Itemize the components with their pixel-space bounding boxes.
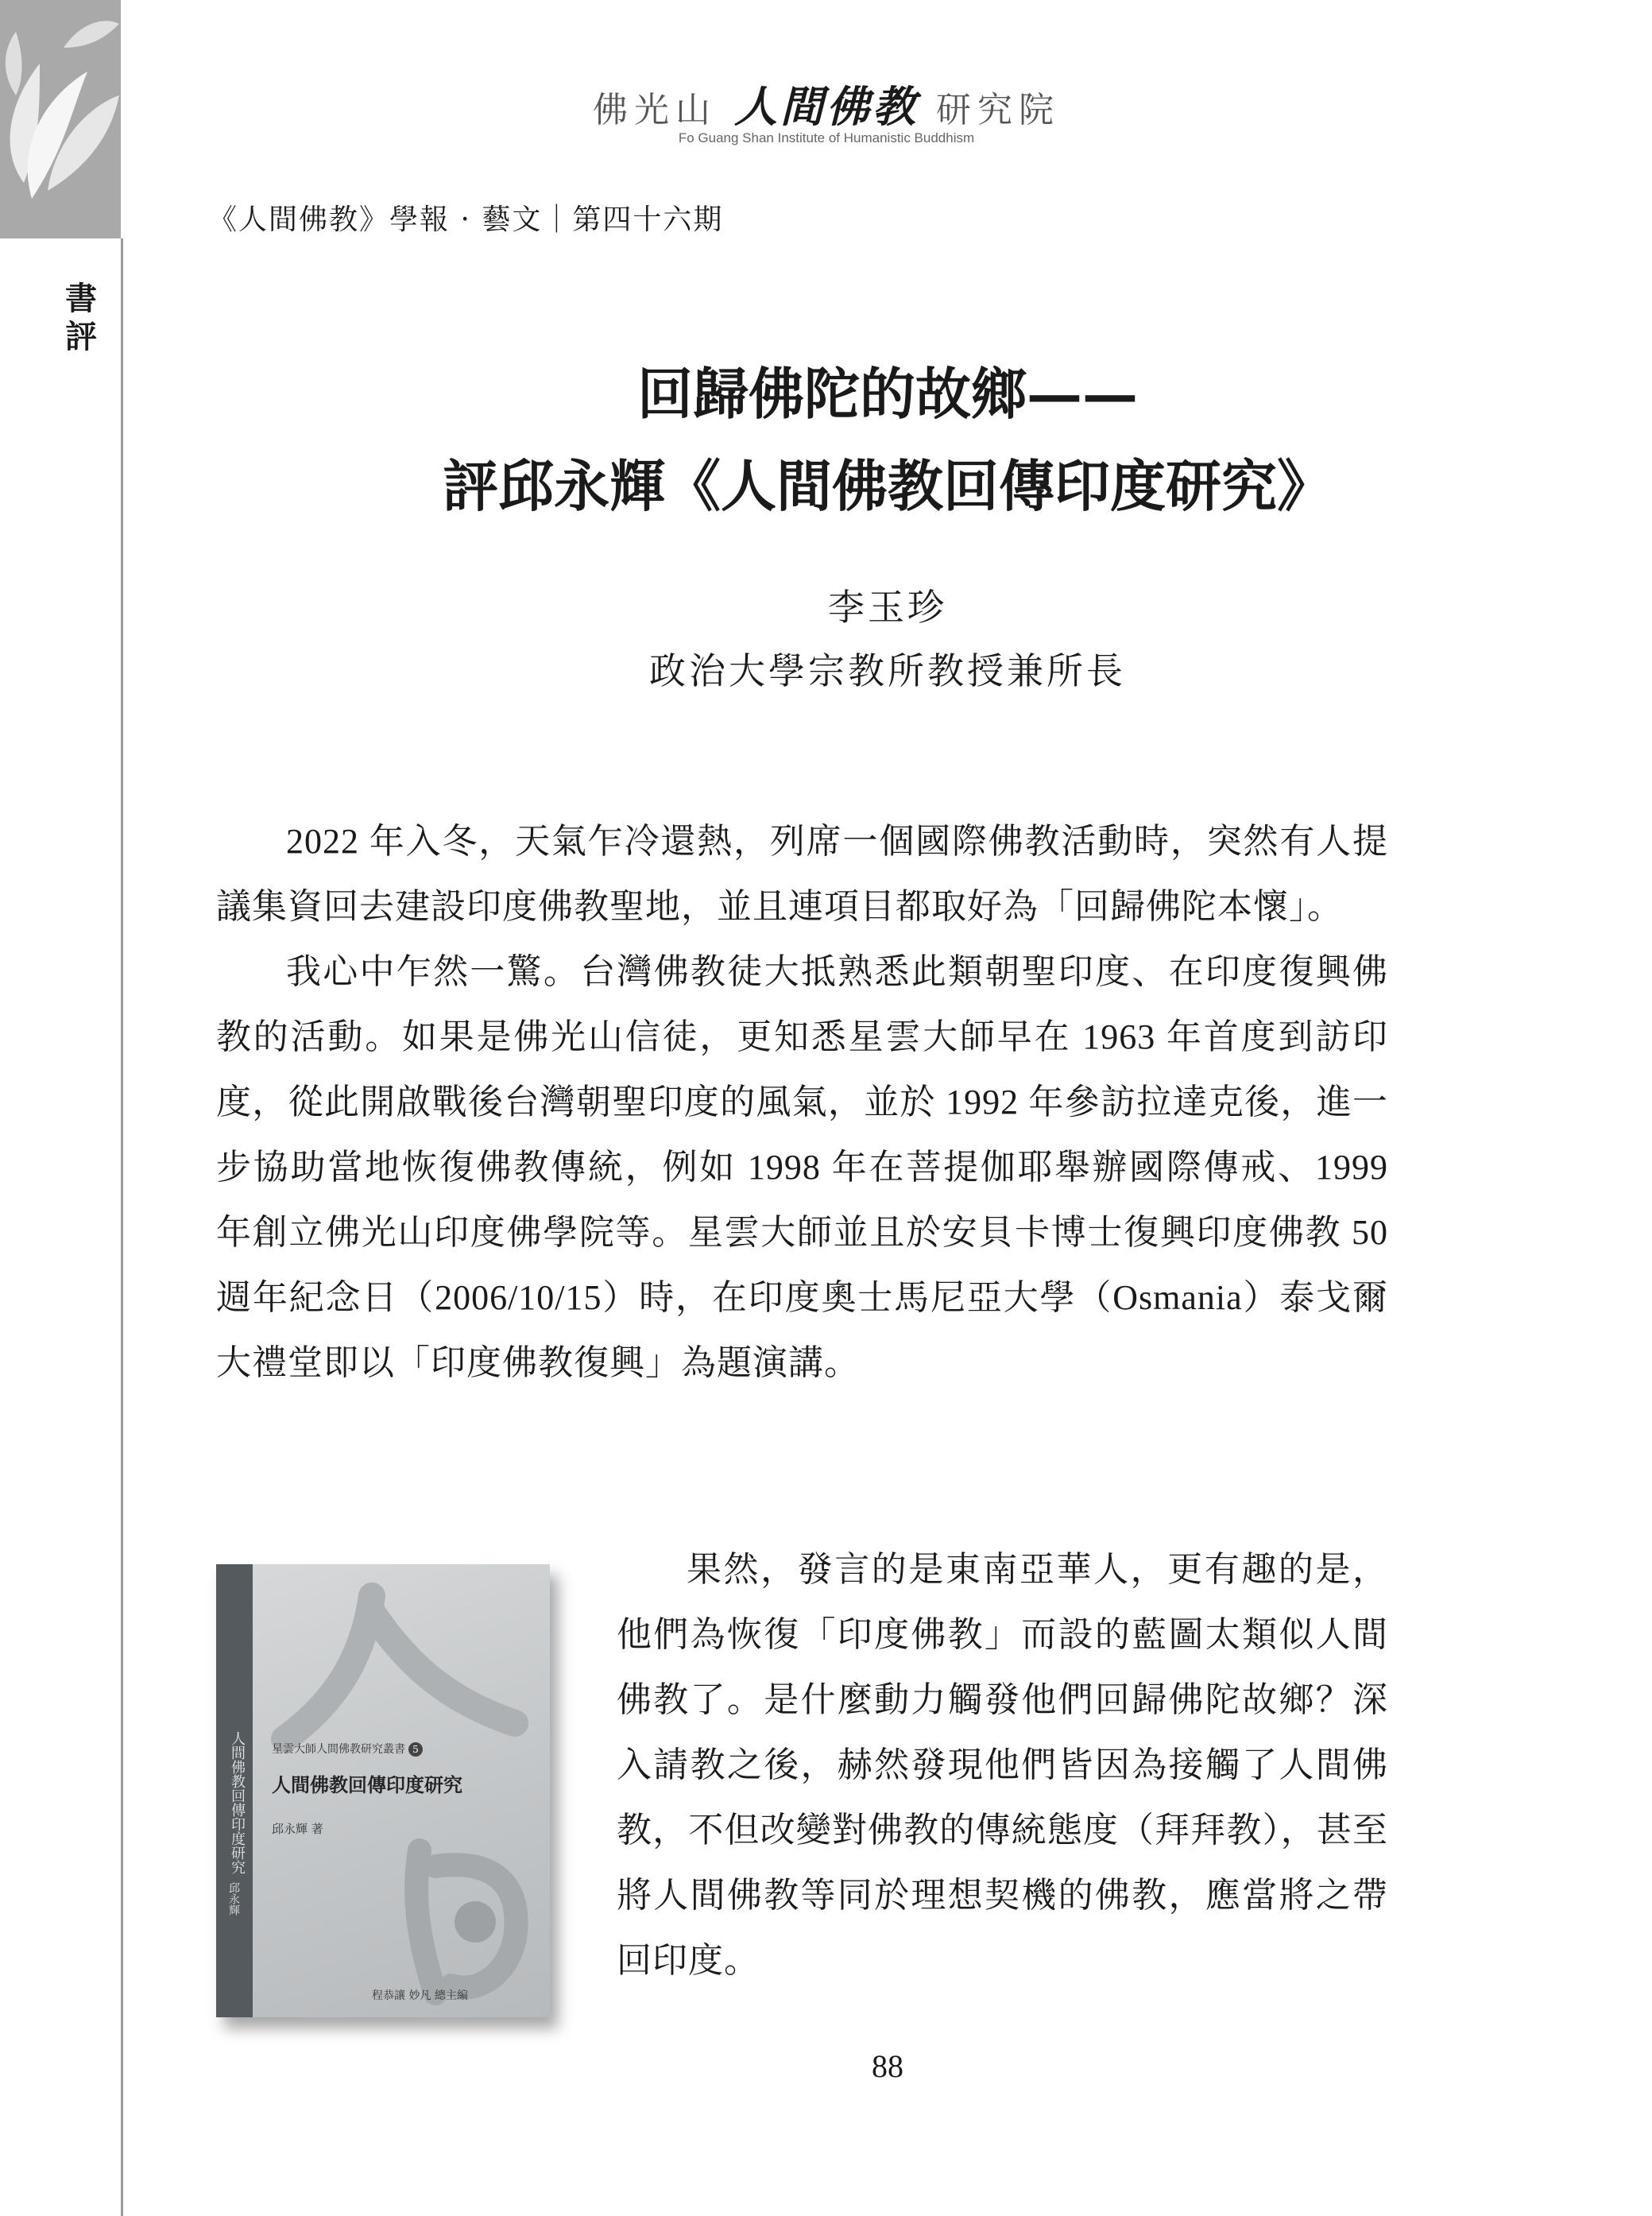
author-affiliation: 政治大學宗教所教授兼所長	[649, 649, 1126, 692]
paragraph: 2022 年入冬，天氣乍冷還熱，列席一個國際佛教活動時，突然有人提議集資回去建設印度佛教聖地，並且連項目都取好為「回歸佛陀本懷」。	[216, 822, 1388, 926]
book-editors: 程恭讓 妙凡 總主編	[372, 1989, 468, 2002]
series-name: 星雲大師人間佛教研究叢書	[272, 1743, 405, 1756]
paragraph: 果然，發言的是東南亞華人，更有趣的是，他們為恢復「印度佛教」而設的藍圖太類似人間佛教了。是什麼動力觸發他們回歸佛陀故鄉？深入請教之後，赫然發現他們皆因為接觸了人間佛教，不但改變對佛教的傳統態度（拜拜教），甚至將人間佛教等同於理想契機的佛教，應當將之帶回印度。	[617, 1550, 1388, 1980]
lotus-icon	[0, 0, 121, 238]
book-author: 邱永輝 著	[272, 1822, 323, 1836]
institute-prefix: 佛光山	[593, 90, 717, 130]
article-title-line2: 評邱永輝《人間佛教回傳印度研究》	[443, 453, 1333, 519]
article-body	[216, 809, 1388, 1396]
corner-decoration	[0, 0, 121, 238]
spine-author: 邱永輝	[227, 1882, 240, 1916]
series-number: 5	[408, 1742, 423, 1757]
page-number: 88	[872, 2048, 903, 2084]
institute-suffix: 研究院	[936, 90, 1060, 130]
book-title: 人間佛教回傳印度研究	[272, 1773, 462, 1796]
book-spine	[216, 1564, 253, 2017]
book-series	[272, 1741, 423, 1757]
book-cover-image	[216, 1564, 550, 2017]
book-front-cover	[253, 1564, 550, 2017]
institute-name	[588, 73, 1065, 134]
paragraph: 我心中乍然一驚。台灣佛教徒大抵熟悉此類朝聖印度、在印度復興佛教的活動。如果是佛光山信徒，更知悉星雲大師早在 1963 年首度到訪印度，從此開啟戰後台灣朝聖印度的風氣，並於 1992 年參訪拉達克後，進一步協助當地恢復佛教傳統，例如 1998 年在菩提伽耶舉辦國際傳戒、1999 年創立佛光山印度佛學院等。星雲大師並且於安貝卡博士復興印度佛教 50 週年紀念日（2006/10/15）時，在印度奧士馬尼亞大學（Osmania）泰戈爾大禮堂即以「印度佛教復興」為題演講。	[216, 952, 1388, 1382]
side-rule	[121, 238, 123, 2216]
journal-line: 《人間佛教》學報 · 藝文｜第四十六期	[208, 203, 724, 236]
institute-brand: 人間佛教	[734, 81, 919, 132]
author-name: 李玉珍	[828, 586, 947, 629]
spine-title: 人間佛教回傳印度研究	[229, 1731, 246, 1874]
article-body-wrapped	[617, 1537, 1388, 1993]
section-label-char: 書	[65, 280, 97, 317]
article-title-line1: 回歸佛陀的故鄉——	[637, 361, 1138, 427]
section-label	[62, 280, 100, 356]
section-label-char: 評	[65, 318, 97, 355]
institute-english-name: Fo Guang Shan Institute of Humanistic Buddhism	[678, 130, 975, 145]
